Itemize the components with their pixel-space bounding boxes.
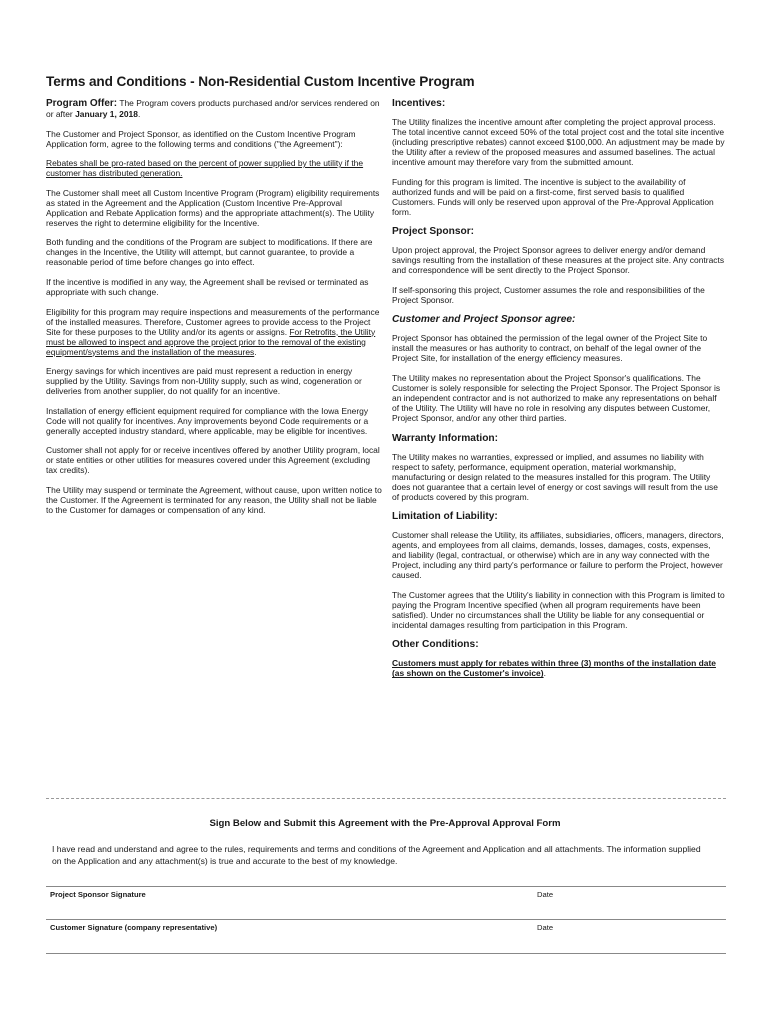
inspection-text: Eligibility for this program may require inspections and measurements of the performance of the installed measures. Therefore, Customer agrees to provide access to the Project Site for these purposes to the Utility and/or its agents or assigns. bbox=[46, 306, 380, 337]
program-offer-end: . bbox=[137, 109, 141, 119]
incentive-amount-text: The Utility finalizes the incentive amount after completing the project approval process. The total incentive cannot exceed 50% of the total project cost and the total site incentive (including prescriptive rebates) cannot exceed $100,000. An adjustment may be made by the Utility after a review of the proposed measures and assumed baselines. The actual incentive amount may therefore vary from the submitted amount. bbox=[392, 117, 725, 167]
warranty-heading: Warranty Information: bbox=[392, 432, 499, 444]
no-representation-text: The Utility makes no representation about the Project Sponsor's qualifications. The Customer is solely responsible for selecting the Project Sponsor. The Project Sponsor is an independent contractor and is not authorized to make any representations on behalf of the Utility. The Utility will have no role in resolving any disputes between Customer, Project Sponsor, and/or any other third parties. bbox=[392, 372, 721, 423]
agreement-intro: The Customer and Project Sponsor, as identified on the Custom Incentive Program Application form, agree to the following terms and conditions ("the Agreement"): bbox=[46, 128, 356, 149]
liability-heading: Limitation of Liability: bbox=[392, 511, 498, 523]
project-sponsor-heading: Project Sponsor: bbox=[392, 226, 475, 238]
energy-savings-clause: Energy savings for which incentives are paid must represent a reduction in energy supplied by the Utility. Savings from non-Utility supply, such as wind, cogeneration or deliveries from another supplier, do not qualify for an incentive. bbox=[46, 366, 362, 397]
sign-section-title: Sign Below and Submit this Agreement with the Pre-Approval Approval Form bbox=[209, 818, 561, 829]
sponsor-signature-label: Project Sponsor Signature bbox=[50, 890, 146, 899]
customer-date-label: Date bbox=[537, 923, 554, 932]
agree-heading: Customer and Project Sponsor agree: bbox=[392, 314, 576, 326]
energy-code-clause: Installation of energy efficient equipment required for compliance with the Iowa Energy Code will not qualify for incentives. Any improvements beyond Code requirements or a generally accepted industry standard, where applicable, may be eligible for incentives. bbox=[46, 405, 369, 436]
right-column bbox=[392, 98, 725, 688]
bottom-rule bbox=[46, 953, 726, 954]
program-offer bbox=[46, 98, 382, 119]
rebate-deadline-end: . bbox=[543, 668, 546, 679]
retrofit-inspection-text: For Retrofits, the Utility must be allowed to inspect and approve the project prior to the removal of the existing equipment/systems and the installation of the measures bbox=[46, 326, 376, 357]
funding-text: Funding for this program is limited. The incentive is subject to the availability of authorized funds and will be paid on a first-come, first served basis to qualified Customers. Funds will only be reserved upon approval of the Pre-Approval Application form. bbox=[392, 176, 714, 217]
sponsor-delivery-text: Upon project approval, the Project Sponsor agrees to deliver energy and/or demand savings resulting from the installation of these measures at the project site. Any contracts and correspondence will be sent directly to the Project Sponsor. bbox=[392, 245, 725, 276]
incentives-heading: Incentives: bbox=[392, 98, 446, 109]
modifications-clause: Both funding and the conditions of the Program are subject to modifications. If there are changes in the Incentive, the Utility will attempt, but cannot guarantee, to provide a reasonable period of time before changes go into effect. bbox=[46, 237, 373, 268]
eligibility-clause: The Customer shall meet all Custom Incentive Program (Program) eligibility requirements as stated in the Agreement and the Application (Custom Incentive Pre-Approval Application and Rebate Application forms) and the appropriate attachment(s). The Utility reserves the right to determine eligibility for the Incentive. bbox=[46, 187, 380, 228]
program-offer-date: January 1, 2018 bbox=[75, 109, 138, 119]
section-divider bbox=[46, 798, 726, 799]
prorated-rebates-clause: Rebates shall be pro-rated based on the percent of power supplied by the utility if the customer has distributed generation. bbox=[46, 158, 364, 179]
revision-clause: If the incentive is modified in any way, the Agreement shall be revised or terminated as appropriate with such change. bbox=[46, 276, 369, 297]
other-incentives-clause: Customer shall not apply for or receive incentives offered by another Utility program, local or state entities or other utilities for measures covered under this Agreement (excluding tax credits). bbox=[46, 445, 380, 476]
sponsor-signature-line[interactable] bbox=[46, 886, 726, 887]
rebate-deadline-text bbox=[392, 658, 725, 678]
agreement-statement: I have read and understand and agree to the rules, requirements and terms and conditions of the Agreement and Application and all attachments. The information supplied on the Application and any attachment(s) is true and accurate to the best of my knowledge. bbox=[52, 844, 701, 866]
release-text: Customer shall release the Utility, its affiliates, subsidiaries, officers, managers, directors, agents, and employees from all claims, demands, losses, damages, costs, expenses, and liability (legal, contractual, or otherwise) which are in any way connected with the Project, including any third party's performance or failure to perform the Project, however caused. bbox=[392, 530, 724, 581]
customer-signature-line[interactable] bbox=[46, 919, 726, 920]
sponsor-date-label: Date bbox=[537, 890, 554, 899]
rebate-deadline-emphasis: Customers must apply for rebates within three (3) months of the installation date (as shown on the Customer's invoice) bbox=[392, 658, 716, 679]
page-title: Terms and Conditions - Non-Residential Custom Incentive Program bbox=[46, 74, 475, 89]
other-conditions-heading: Other Conditions: bbox=[392, 639, 479, 651]
left-column bbox=[46, 98, 382, 525]
self-sponsor-text: If self-sponsoring this project, Customer assumes the role and responsibilities of the Project Sponsor. bbox=[392, 284, 705, 305]
liability-limit-text: The Customer agrees that the Utility's liability in connection with this Program is limited to paying the Program Incentive specified (when all program requirements have been satisfied). Under no circumstances shall the Utility be liable for any consequential or incidental damages resulting from participation in this Program. bbox=[392, 589, 725, 630]
permission-text: Project Sponsor has obtained the permission of the legal owner of the Project Site to install the measures or has authority to contract, on behalf of the legal owner of the Project Site, for installation of the energy efficiency measures. bbox=[392, 333, 708, 364]
customer-signature-label: Customer Signature (company representative) bbox=[50, 923, 218, 932]
inspection-end: . bbox=[254, 346, 257, 357]
inspection-clause bbox=[46, 307, 382, 357]
termination-clause: The Utility may suspend or terminate the Agreement, without cause, upon written notice to the Customer. If the Agreement is terminated for any reason, the Utility shall not be liable to the Customer for damages or compensation of any kind. bbox=[46, 484, 382, 515]
program-offer-label: Program Offer: bbox=[46, 98, 118, 109]
warranty-text: The Utility makes no warranties, expressed or implied, and assumes no liability with respect to safety, performance, equipment operation, material workmanship, manufacturing or design related to the measures installed for this program. The Utility does not guarantee that a certain level of energy or cost savings will result from the use of products covered by this program. bbox=[392, 451, 718, 502]
program-offer-text: The Program covers products purchased and/or services rendered on or after bbox=[46, 98, 380, 119]
